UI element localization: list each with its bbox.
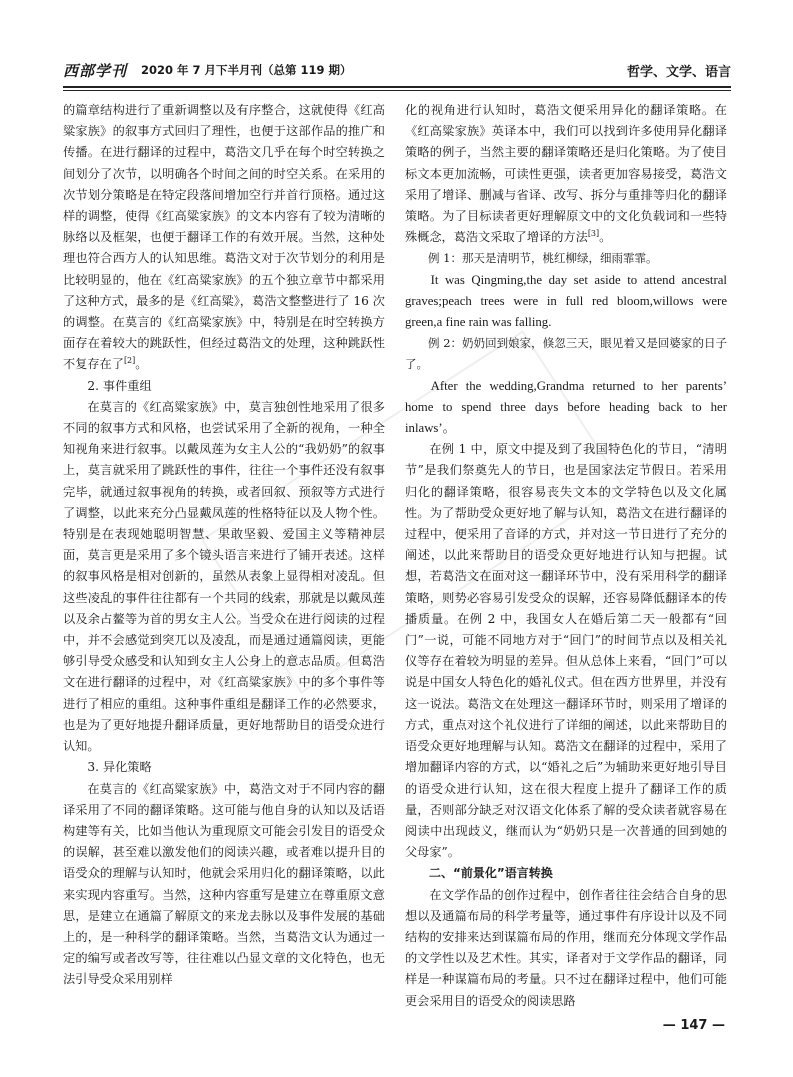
paragraph: 在莫言的《红高粱家族》中，莫言独创性地采用了很多不同的叙事方式和风格，也尝试采用了全新的视角，一种全知视角来进行叙事。以戴凤莲为女主人公的“我奶奶”的叙事上，莫言就采用了跳跃性的事件，往往一个事件还没有叙事完毕，就通过叙事视角的转换，或者回叙、预叙等方式进行了调整，以此来充分凸显戴凤莲的性格特征以及人物个性。特别是在表现她聪明智慧、果敢坚毅、爱国主义等精神层面，莫言更是采用了多个镜头语言来进行了铺开表述。这样的叙事风格是相对创新的，虽然从表象上显得相对凌乱。但这些凌乱的事件往往都有一个共同的线索，那就是以戴凤莲以及余占鳌等为首的男女主人公。当受众在进行阅读的过程中，并不会感觉到突兀以及凌乱，而是通过通篇阅读，更能够引导受众感受和认知到女主人公身上的意志品质。但葛浩文在进行翻译的过程中，对《红高粱家族》中的多个事件等进行了相应的重组。这种事件重组是翻译工作的必然要求，也是为了更好地提升翻译质量，更好地帮助目的语受众进行认知。 [63, 399, 385, 754]
section-title: 哲学、文学、语言 [626, 65, 731, 80]
subsection-heading: 2. 事件重组 [87, 378, 152, 393]
example-english: After the wedding,Grandma returned to her parents’ home to spend three days before heading back to her inlaws’。 [405, 378, 727, 436]
running-header [63, 60, 731, 88]
citation-ref: [2] [123, 356, 136, 366]
header-rule [63, 90, 731, 91]
paragraph: 在莫言的《红高粱家族》中，葛浩文对于不同内容的翻译采用了不同的翻译策略。这可能与他自身的认知以及话语构建等有关，比如当他认为重现原文可能会引发目的语受众的误解，甚至难以激发他们的阅读兴趣，或者难以提升目的语受众的理解与认知时，他就会采用归化的翻译策略，以此来实现内容重写。当然，这种内容重写是建立在尊重原文意思，是建立在通篇了解原文的来龙去脉以及事件发展的基础上的，是一种科学的翻译策略。当然，当葛浩文认为通过一定的编写或者改写等，往往难以凸显文章的文化特色，也无法引导受众采用别样 [63, 781, 385, 987]
left-column [63, 100, 385, 991]
issue-info: 2020 年 7 月下半月刊（总第 119 期） [141, 63, 352, 77]
paragraph: 在文学作品的创作过程中，创作者往往会结合自身的思想以及通篇布局的科学考量等，通过事件有序设计以及不同结构的安排来达到谋篇布局的作用，继而充分体现文学作品的文学性以及艺术性。其实，译者对于文学作品的翻译，同样是一种谋篇布局的考量。只不过在翻译过程中，他们可能更会采用目的语受众的阅读思路 [405, 887, 727, 1008]
example-chinese: 例 1：那天是清明节，桃红柳绿，细雨霏霏。 [428, 251, 658, 266]
example-english: It was Qingming,the day set aside to attend ancestral graves;peach trees were in full red bloom,willows were green,a fine rain was falling. [405, 272, 727, 330]
citation-ref: [3] [587, 229, 600, 239]
page-number: — 147 — [662, 1018, 725, 1033]
paragraph: 在例 1 中，原文中提及到了我国特色化的节日，“清明节”是我们祭奠先人的节日，也是国家法定节假日。若采用归化的翻译策略，很容易丧失文本的文学特色以及文化属性。为了帮助受众更好地了解与认知，葛浩文在进行翻译的过程中，便采用了音译的方式，并对这一节日进行了充分的阐述，以此来帮助目的语受众更好地进行认知与把握。试想，若葛浩文在面对这一翻译环节中，没有采用科学的翻译策略，则势必容易引发受众的误解，还容易降低翻译本的传播质量。在例 2 中，我国女人在婚后第二天一般都有“回门”一说，可能不同地方对于“回门”的时间节点以及相关礼仪等存在着较为明显的差异。但从总体上来看，“回门”可以说是中国女人特色化的婚礼仪式。但在西方世界里，并没有这一说法。葛浩文在处理这一翻译环节时，则采用了增译的方式，重点对这个礼仪进行了详细的阐述，以此来帮助目的语受众更好地理解与认知。葛浩文在翻译的过程中，采用了增加翻译内容的方式，以“婚礼之后”为辅助来更好地引导目的语受众进行认知，这在很大程度上提升了翻译工作的质量，否则部分缺乏对汉语文化体系了解的受众读者就容易在阅读中出现歧义，继而认为“奶奶只是一次普通的回到她的父母家”。 [405, 442, 727, 860]
section-heading: 二、“前景化”语言转换 [429, 866, 553, 881]
subsection-heading: 3. 异化策略 [87, 760, 152, 775]
journal-logo: 西部学刊 [63, 62, 128, 80]
paragraph: 化的视角进行认知时，葛浩文便采用异化的翻译策略。在《红高粱家族》英译本中，我们可以找到许多使用异化翻译策略的例子，当然主要的翻译策略还是归化策略。为了使目标文本更加流畅，可读性更强，读者更加容易接受，葛浩文采用了增译、删减与省译、改写、拆分与重排等归化的翻译策略。为了目标读者更好理解原文中的文化负载词和一些特殊概念，葛浩文采取了增译的方法[3]。 [405, 103, 727, 245]
example-chinese: 例 2：奶奶回到娘家，倏忽三天，眼见着又是回婆家的日子了。 [405, 336, 727, 372]
paragraph: 的篇章结构进行了重新调整以及有序整合，这就使得《红高粱家族》的叙事方式回归了理性，也便于这部作品的推广和传播。在进行翻译的过程中，葛浩文几乎在每个时空转换之间划分了次节，以明确各个时间之间的时空关系。在采用的次节划分策略是在特定段落间增加空行并首行顶格。通过这样的调整，使得《红高粱家族》的文本内容有了较为清晰的脉络以及框架，也便于翻译工作的有效开展。当然，这种处理也符合西方人的认知思维。葛浩文对于次节划分的利用是比较明显的，他在《红高粱家族》的五个独立章节中都采用了这种方式，最多的是《红高粱》，葛浩文整整进行了 16 次的调整。在莫言的《红高粱家族》中，特别是在时空转换方面存在着较大的跳跃性，但经过葛浩文的处理，这种跳跃性不复存在了[2]。 [63, 103, 385, 372]
right-column [405, 100, 727, 1012]
